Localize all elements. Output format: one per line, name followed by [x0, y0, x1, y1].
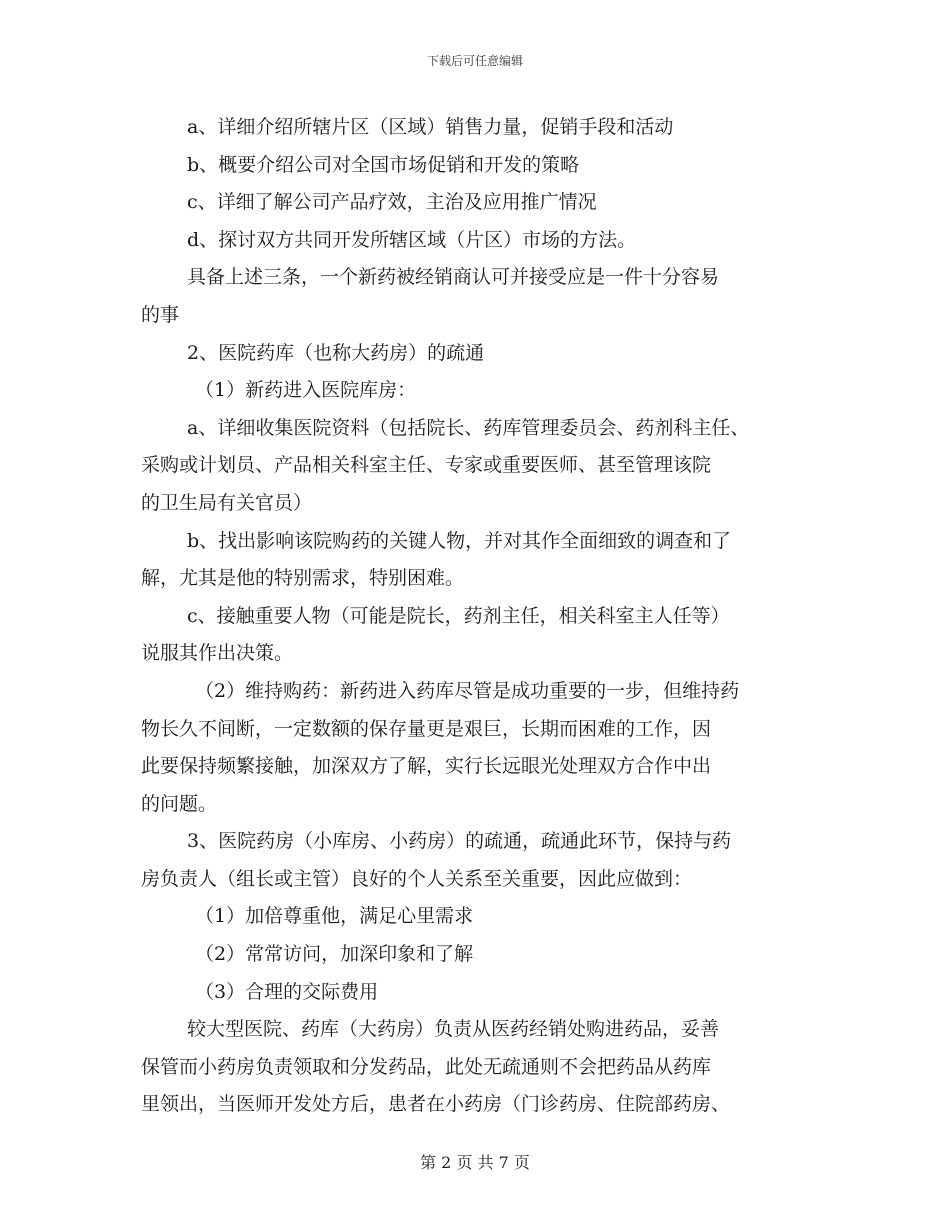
text-line: b、找出影响该院购药的关键人物，并对其作全面细致的调查和了 [187, 529, 732, 552]
text-line: 解，尤其是他的特别需求，特别困难。 [141, 567, 465, 590]
text-line: c、接触重要人物（可能是院长，药剂主任，相关科室主人任等） [187, 604, 730, 627]
text-line: （3）合理的交际费用 [195, 980, 379, 1003]
text-line: 采购或计划员、产品相关科室主任、专家或重要医师、甚至管理该院 [141, 454, 712, 477]
text-line: 里领出，当医师开发处方后，患者在小药房（门诊药房、住院部药房、 [141, 1093, 731, 1116]
text-line: （1）新药进入医院库房： [195, 379, 417, 402]
page-footer: 第 2 页 共 7 页 [420, 1153, 530, 1172]
text-line: a、详细收集医院资料（包括院长、药库管理委员会、药剂科主任、 [187, 416, 750, 439]
text-line: c、详细了解公司产品疗效，主治及应用推广情况 [187, 191, 597, 214]
text-line: （1）加倍尊重他，满足心里需求 [195, 905, 474, 928]
text-line: b、概要介绍公司对全国市场促销和开发的策略 [187, 153, 580, 176]
document-body [141, 109, 826, 1124]
text-line: 说服其作出决策。 [141, 642, 294, 665]
text-line: 物长久不间断，一定数额的保存量更是艰巨，长期而困难的工作，因 [141, 717, 712, 740]
text-line: a、详细介绍所辖片区（区域）销售力量，促销手段和活动 [187, 116, 674, 138]
text-line: 3、医院药房（小库房、小药房）的疏通，疏通此环节，保持与药 [187, 830, 732, 853]
text-line: 的卫生局有关官员） [141, 491, 313, 514]
text-line: 较大型医院、药库（大药房）负责从医药经销处购进药品，妥善 [187, 1018, 720, 1041]
page-header: 下载后可任意编辑 [426, 54, 523, 68]
text-line: （2）常常访问，加深印象和了解 [195, 943, 474, 966]
text-line: 2、医院药库（也称大药房）的疏通 [187, 341, 485, 364]
text-line: d、探讨双方共同开发所辖区域（片区）市场的方法。 [187, 228, 637, 251]
text-line: （2）维持购药：新药进入药库尽管是成功重要的一步，但维持药 [195, 679, 740, 702]
text-line: 的事 [141, 303, 180, 326]
text-line: 此要保持频繁接触，加深双方了解，实行长远眼光处理双方合作中出 [141, 755, 712, 778]
text-line: 房负责人（组长或主管）良好的个人关系至关重要，因此应做到： [141, 867, 693, 890]
text-line: 的问题。 [141, 792, 218, 815]
text-line: 具备上述三条，一个新药被经销商认可并接受应是一件十分容易 [187, 266, 720, 289]
text-line: 保管而小药房负责领取和分发药品，此处无疏通则不会把药品从药库 [141, 1055, 712, 1078]
